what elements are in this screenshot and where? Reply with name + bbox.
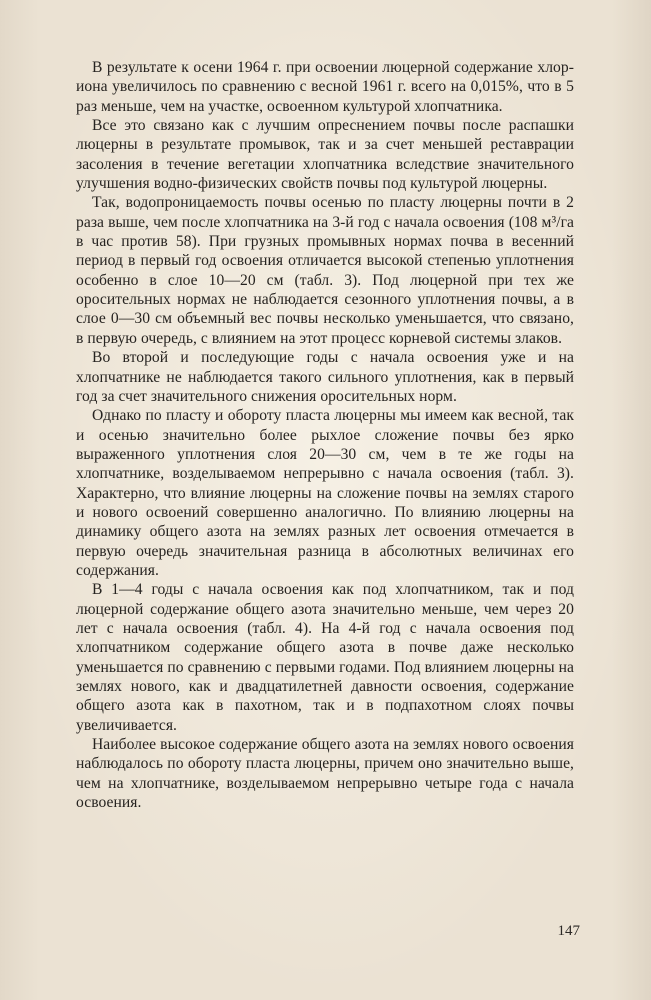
body-text	[76, 58, 574, 812]
paragraph-1: В результате к осени 1964 г. при освоении люцерной содержание хлор-иона увеличилось по сравнению с весной 1961 г. всего на 0,015%, что в 5 раз меньше, чем на участке, освоенном культурой хлопчатника.	[76, 59, 574, 115]
paragraph-3: Так, водопроницаемость почвы осенью по пласту люцерны почти в 2 раза выше, чем после хлопчатника на 3-й год с начала освоения (108 м³/га в час против 58). При грузных промывных нормах почва в весенний период в первый год освоения отличается высокой степенью уплотнения особенно в слое 10—20 см (табл. 3). Под люцерной при тех же оросительных нормах не наблюдается сезонного уплотнения почвы, а в слое 0—30 см объемный вес почвы несколько уменьшается, что связано, в первую очередь, с влиянием на этот процесс корневой системы злаков.	[76, 194, 574, 347]
paragraph-2: Все это связано как с лучшим опреснением почвы после распашки люцерны в результате промывок, так и за счет меньшей реставрации засоления в течение вегетации хлопчатника вследствие значительного улучшения водно-физических свойств почвы под культурой люцерны.	[76, 117, 574, 193]
paragraph-4: Во второй и последующие годы с начала освоения уже и на хлопчатнике не наблюдается такого сильного уплотнения, как в первый год за счет значительного снижения оросительных норм.	[76, 349, 574, 405]
page-number: 147	[557, 923, 580, 939]
paragraph-7: Наиболее высокое содержание общего азота на землях нового освоения наблюдалось по обороту пласта люцерны, причем оно значительно выше, чем на хлопчатнике, возделываемом непрерывно четыре года с начала освоения.	[76, 736, 574, 812]
paragraph-5: Однако по пласту и обороту пласта люцерны мы имеем как весной, так и осенью значительно более рыхлое сложение почвы без ярко выраженного уплотнения слоя 20—30 см, чем в те же годы на хлопчатнике, возделываемом непрерывно с начала освоения (табл. 3). Характерно, что влияние люцерны на сложение почвы на землях старого и нового освоений совершенно аналогично. По влиянию люцерны на динамику общего азота на землях разных лет освоения отмечается в первую очередь значительная разница в абсолютных величинах его содержания.	[76, 407, 574, 579]
paragraph-6: В 1—4 годы с начала освоения как под хлопчатником, так и под люцерной содержание общего азота значительно меньше, чем через 20 лет с начала освоения (табл. 4). На 4-й год с начала освоения под хлопчатником содержание общего азота в почве даже несколько уменьшается по сравнению с первыми годами. Под влиянием люцерны на землях нового, как и двадцатилетней давности освоения, содержание общего азота как в пахотном, так и в подпахотном слоях почвы увеличивается.	[76, 581, 574, 734]
